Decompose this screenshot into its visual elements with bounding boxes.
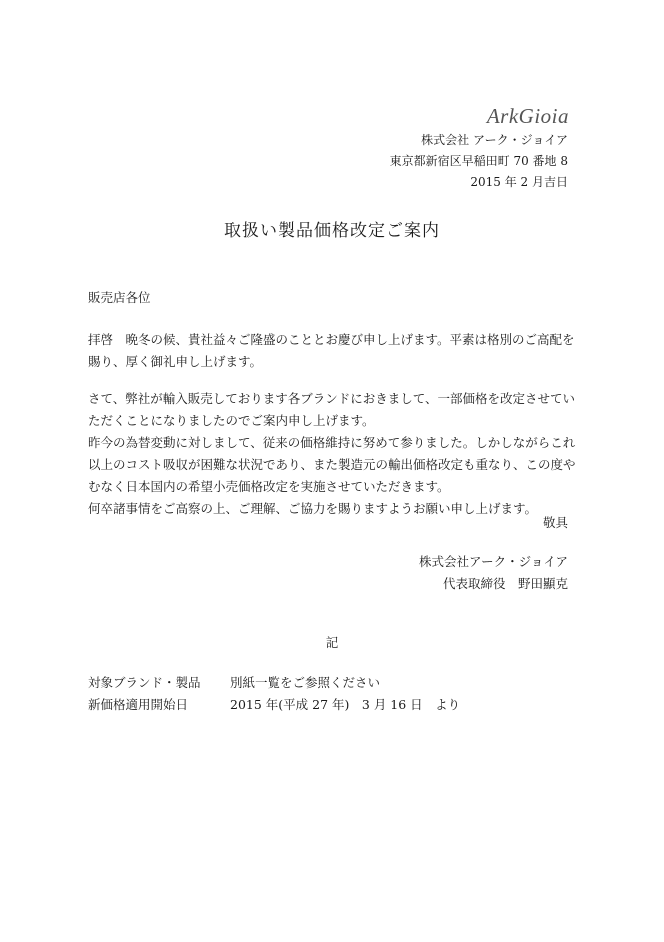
greeting-paragraph: 拝啓 晩冬の候、貴社益々ご隆盛のこととお慶び申し上げます。平素は格別のご高配を賜り、厚く御礼申し上げます。 <box>88 332 575 369</box>
document-title: 取扱い製品価格改定ご案内 <box>224 221 440 241</box>
company-logo: ArkGioia <box>486 104 569 128</box>
detail-row <box>88 694 460 716</box>
closing-word: 敬具 <box>542 515 568 530</box>
issue-date: 2015 年 2 月吉日 <box>470 175 568 189</box>
detail-label: 対象ブランド・製品 <box>88 675 201 690</box>
sender-block <box>390 130 568 193</box>
addressee: 販売店各位 <box>88 290 151 305</box>
detail-label: 新価格適用開始日 <box>88 697 189 712</box>
sender-company: 株式会社 アーク・ジョイア <box>421 133 568 147</box>
signature-block <box>419 551 568 595</box>
sender-address: 東京都新宿区早稲田町 70 番地 8 <box>389 154 568 168</box>
details-list <box>88 672 460 716</box>
detail-value: 別紙一覧をご参照ください <box>230 675 381 690</box>
signature-representative: 代表取締役 野田顯克 <box>442 576 568 591</box>
detail-value: 2015 年(平成 27 年) 3 月 16 日 より <box>230 697 461 712</box>
signature-company: 株式会社アーク・ジョイア <box>418 554 568 569</box>
body-paragraph: さて、弊社が輸入販売しております各ブランドにおきまして、一部価格を改定させていただくことになりましたのでご案内申し上げます。 昨今の為替変動に対しまして、従来の価格維持に努めて参りました。しかしながらこれ以上のコスト吸収が困難な状況であり、また製造元の輸出価格改定も重なり、この度やむなく日本国内の希望小売価格改定を実施させていただきます。 何卒諸事情をご高察の上、ご理解、ご協力を賜りますようお願い申し上げます。 <box>88 391 576 516</box>
detail-row <box>88 672 460 694</box>
ki-heading: 記 <box>325 635 339 650</box>
